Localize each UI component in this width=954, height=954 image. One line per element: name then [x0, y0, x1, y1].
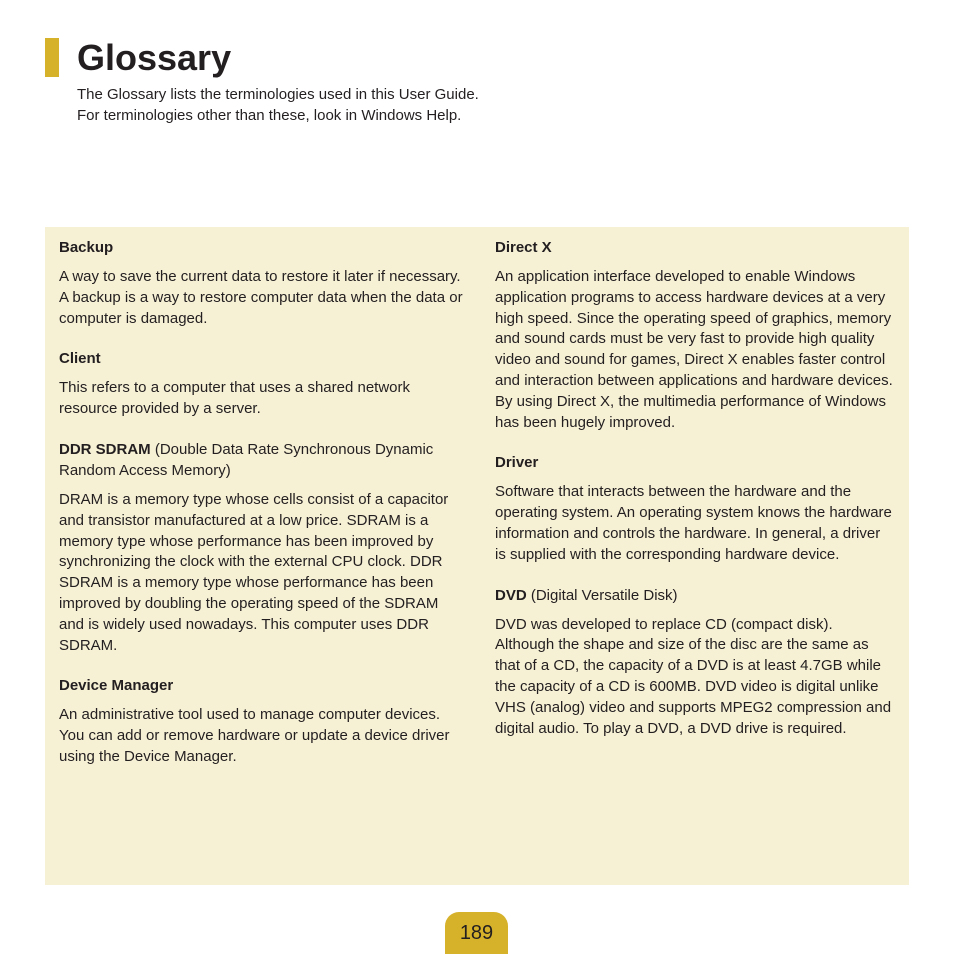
- term-name: Backup: [59, 239, 114, 256]
- glossary-definition: An administrative tool used to manage computer devices. You can add or remove hardware or update a device driver using the Device Manager.: [59, 706, 450, 765]
- glossary-term: [495, 585, 895, 606]
- glossary-entry-ddr-sdram: [59, 439, 464, 656]
- glossary-term: [59, 439, 464, 481]
- glossary-term: [495, 237, 895, 258]
- glossary-term: [59, 675, 464, 696]
- glossary-entry-driver: [495, 452, 895, 565]
- page-number: 189: [445, 912, 508, 954]
- glossary-entry-dvd: [495, 585, 895, 740]
- glossary-definition: A way to save the current data to restore it later if necessary. A backup is a way to restore computer data when the data or computer is damaged.: [59, 268, 463, 327]
- page-title: Glossary: [77, 37, 232, 78]
- glossary-definition: DVD was developed to replace CD (compact disk). Although the shape and size of the disc are the same as that of a CD, the capacity of a DVD is at least 4.7GB while the capacity of a CD is 600MB. DVD video is digital unlike VHS (analog) video and supports MPEG2 compression and digital audio. To play a DVD, a DVD drive is required.: [495, 615, 892, 737]
- glossary-panel: [45, 227, 909, 885]
- intro-line-1: The Glossary lists the terminologies used in this User Guide.: [77, 86, 479, 103]
- glossary-definition: DRAM is a memory type whose cells consist of a capacitor and transistor manufactured at a low price. SDRAM is a memory type whose performance has been improved by synchronizing the clock with the external CPU clock. DDR SDRAM is a memory type whose performance has been improved by doubling the operating speed of the SDRAM and is widely used nowadays. This computer uses DDR SDRAM.: [59, 490, 449, 654]
- term-name: Device Manager: [59, 677, 174, 695]
- term-name: Driver: [495, 454, 539, 472]
- term-name: DDR SDRAM: [59, 440, 151, 458]
- glossary-entry-device-manager: [59, 675, 464, 767]
- glossary-definition: An application interface developed to enable Windows application programs to access hardware devices at a very high speed. Since the operating speed of graphics, memory and sound cards must be very fast to provide high quality video and sound for games, Direct X enables faster control and interaction between applications and hardware devices. By using Direct X, the multimedia performance of Windows has been hugely improved.: [495, 268, 893, 431]
- term-name: Direct X: [495, 239, 552, 256]
- glossary-entry-direct-x: [495, 237, 895, 433]
- glossary-term: [59, 348, 464, 369]
- term-name: DVD: [495, 586, 527, 604]
- glossary-column-right: [495, 237, 895, 758]
- glossary-entry-backup: [59, 237, 464, 329]
- glossary-entry-client: [59, 348, 464, 420]
- glossary-term: [59, 237, 464, 258]
- term-expansion: (Digital Versatile Disk): [526, 586, 678, 604]
- term-name: Client: [59, 350, 101, 368]
- intro-line-2: For terminologies other than these, look in Windows Help.: [77, 107, 462, 124]
- intro-text: [77, 84, 677, 126]
- title-accent-bar: [45, 38, 59, 77]
- glossary-column-left: [59, 237, 464, 787]
- term-expansion: (Double Data Rate Synchronous Dynamic Random Access Memory): [59, 440, 434, 479]
- glossary-definition: This refers to a computer that uses a shared network resource provided by a server.: [59, 379, 410, 418]
- glossary-definition: Software that interacts between the hardware and the operating system. An operating system knows the hardware information and controls the hardware. In general, a driver is supplied with the corresponding hardware device.: [495, 483, 892, 563]
- glossary-term: [495, 452, 895, 473]
